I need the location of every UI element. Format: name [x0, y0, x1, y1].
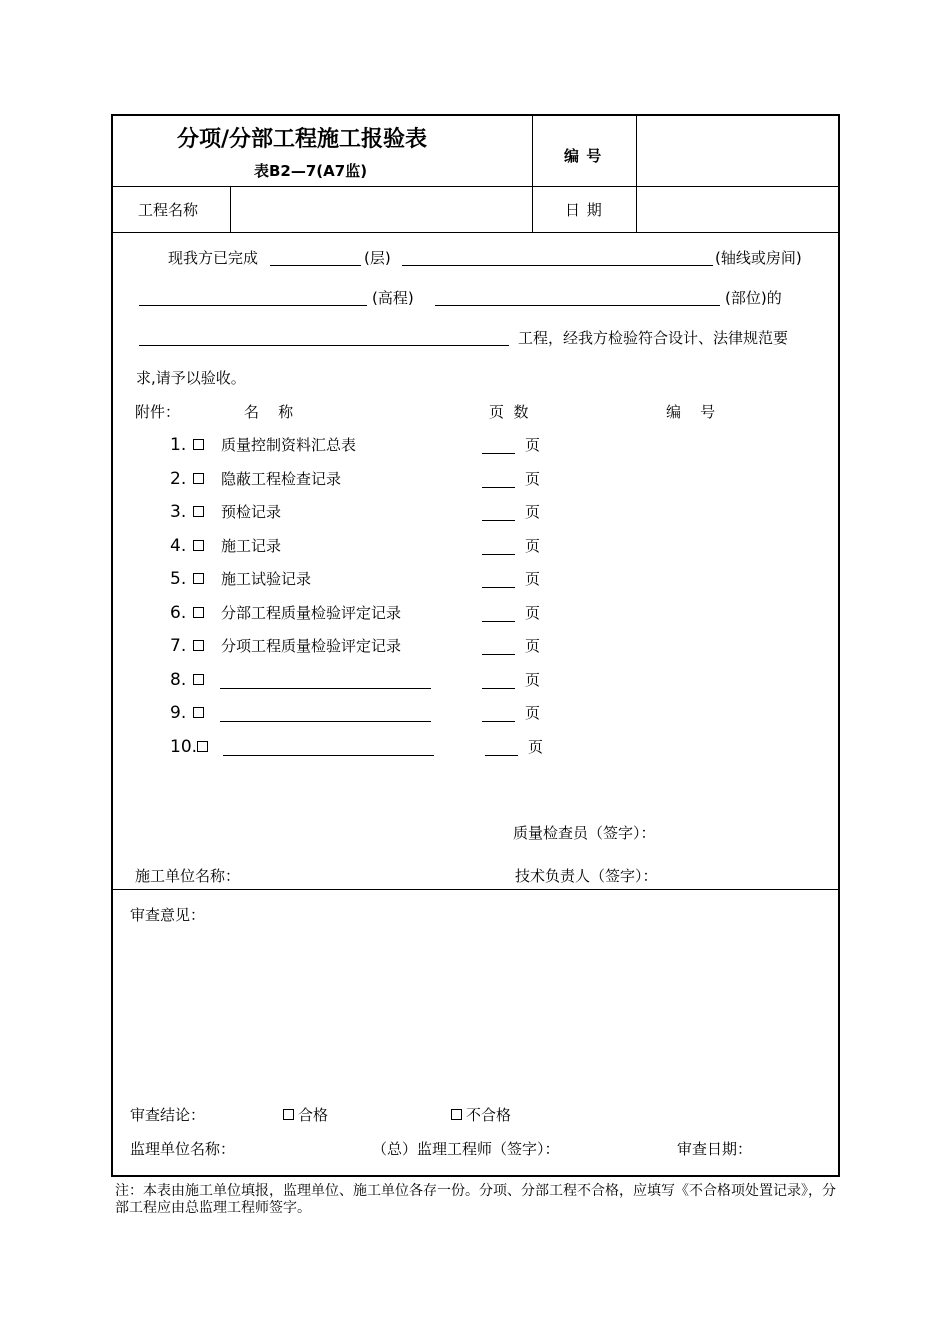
statement-line4: 求,请予以验收。 — [136, 369, 246, 387]
pass-checkbox[interactable] — [283, 1109, 294, 1120]
part-blank[interactable] — [435, 305, 720, 306]
attachment-checkbox[interactable] — [193, 707, 204, 718]
form-code: 表B2—7(A7监) — [254, 162, 368, 180]
page-count-blank[interactable] — [482, 587, 515, 588]
project-name-field[interactable] — [231, 187, 531, 232]
review-opinion-label: 审查意见： — [130, 906, 206, 924]
inspection-form — [111, 114, 840, 1177]
attachment-checkbox[interactable] — [193, 506, 204, 517]
page-unit: 页 — [525, 637, 541, 655]
quality-inspector-label: 质量检查员（签字）： — [513, 824, 656, 842]
col-name-header: 名 称 — [244, 403, 294, 421]
attachment-number: 4. — [170, 535, 187, 556]
date-label: 日 期 — [565, 201, 603, 219]
attachment-name: 分部工程质量检验评定记录 — [221, 603, 402, 622]
supervisor-unit-label: 监理单位名称： — [130, 1140, 236, 1158]
project-row-divider — [113, 232, 838, 233]
fail-label: 不合格 — [466, 1106, 512, 1124]
contractor-name-label: 施工单位名称： — [135, 867, 241, 885]
attachment-number: 2. — [170, 468, 187, 489]
attachment-checkbox[interactable] — [193, 607, 204, 618]
attachment-row — [113, 502, 842, 524]
attachment-checkbox[interactable] — [193, 473, 204, 484]
number-field[interactable] — [637, 116, 838, 186]
statement-prefix: 现我方已完成 — [168, 249, 259, 267]
attachment-number: 3. — [170, 502, 187, 522]
attachment-row — [113, 737, 842, 759]
project-name-label: 工程名称 — [138, 201, 199, 219]
attachment-row — [113, 670, 842, 692]
page-unit: 页 — [525, 536, 541, 555]
page-unit: 页 — [528, 737, 544, 756]
attachment-number: 9. — [170, 703, 187, 723]
attachment-row — [113, 703, 842, 725]
elevation-label: (高程) — [372, 289, 414, 307]
attachment-number: 5. — [170, 569, 187, 589]
col-divider-1 — [532, 116, 533, 232]
statement-line3: 工程，经我方检验符合设计、法律规范要 — [518, 329, 789, 347]
part-label: (部位)的 — [725, 289, 782, 307]
floor-blank[interactable] — [270, 265, 361, 266]
attachment-checkbox[interactable] — [193, 674, 204, 685]
pass-label: 合格 — [298, 1106, 329, 1124]
page-unit: 页 — [525, 503, 541, 521]
col-pages-header: 页 数 — [489, 403, 529, 421]
attachment-name: 隐蔽工程检查记录 — [221, 469, 342, 488]
attachment-name-blank[interactable] — [220, 688, 431, 689]
attachment-number: 7. — [170, 636, 187, 656]
pass-option[interactable] — [279, 1106, 328, 1124]
page-count-blank[interactable] — [482, 688, 515, 689]
footnote: 注：本表由施工单位填报，监理单位、施工单位各存一份。分项、分部工程不合格，应填写《不合格项处置记录》，分部工程应由总监理工程师签字。 — [115, 1183, 836, 1216]
review-opinion-area[interactable] — [113, 931, 838, 1101]
attachment-row — [113, 569, 842, 591]
attachment-name-blank[interactable] — [223, 755, 434, 756]
attachment-number: 8. — [170, 669, 187, 690]
attachment-name-blank[interactable] — [220, 721, 431, 722]
work-blank[interactable] — [139, 345, 509, 346]
page-count-blank[interactable] — [482, 487, 515, 488]
page-count-blank[interactable] — [482, 453, 515, 454]
attachment-row — [113, 636, 842, 658]
attachment-name: 质量控制资料汇总表 — [221, 436, 357, 454]
attachment-number: 6. — [170, 602, 187, 623]
attachment-checkbox[interactable] — [193, 540, 204, 551]
attachment-checkbox[interactable] — [193, 573, 204, 584]
floor-unit: (层) — [364, 249, 391, 267]
axis-blank[interactable] — [402, 265, 713, 266]
page-count-blank[interactable] — [482, 554, 515, 555]
attachment-checkbox[interactable] — [193, 640, 204, 651]
page-unit: 页 — [525, 603, 541, 622]
attachment-row — [113, 469, 842, 491]
attachment-name: 预检记录 — [221, 503, 282, 521]
review-date-label: 审查日期： — [677, 1140, 753, 1158]
fail-checkbox[interactable] — [451, 1109, 462, 1120]
page-unit: 页 — [525, 570, 541, 588]
attachment-checkbox[interactable] — [193, 439, 204, 450]
attachment-number: 1. — [170, 435, 187, 455]
attachment-number: 10. — [170, 736, 198, 757]
page-unit: 页 — [525, 704, 541, 722]
page-unit: 页 — [525, 670, 541, 689]
attachment-name: 施工记录 — [221, 536, 282, 555]
page-count-blank[interactable] — [482, 520, 515, 521]
tech-lead-label: 技术负责人（签字）： — [515, 867, 658, 885]
attachment-checkbox[interactable] — [197, 741, 208, 752]
date-field[interactable] — [637, 187, 838, 232]
review-section-divider — [113, 889, 838, 890]
axis-room-label: (轴线或房间) — [715, 249, 802, 267]
col-number-header: 编 号 — [666, 403, 716, 421]
attachment-name: 施工试验记录 — [221, 570, 312, 588]
elevation-blank[interactable] — [139, 305, 367, 306]
page-count-blank[interactable] — [482, 654, 515, 655]
page-unit: 页 — [525, 436, 541, 454]
chief-engineer-label: （总）监理工程师（签字）： — [372, 1140, 560, 1158]
attachment-name: 分项工程质量检验评定记录 — [221, 637, 402, 655]
attachment-row — [113, 435, 842, 457]
page-count-blank[interactable] — [482, 621, 515, 622]
page-unit: 页 — [525, 469, 541, 488]
attachments-label: 附件： — [135, 403, 181, 421]
fail-option[interactable] — [447, 1106, 511, 1124]
attachment-row — [113, 536, 842, 558]
number-label: 编 号 — [564, 147, 603, 165]
page-count-blank[interactable] — [485, 755, 518, 756]
page-count-blank[interactable] — [482, 721, 515, 722]
review-conclusion-label: 审查结论： — [130, 1106, 206, 1124]
attachment-row — [113, 603, 842, 625]
form-title: 分项/分部工程施工报验表 — [177, 127, 428, 152]
